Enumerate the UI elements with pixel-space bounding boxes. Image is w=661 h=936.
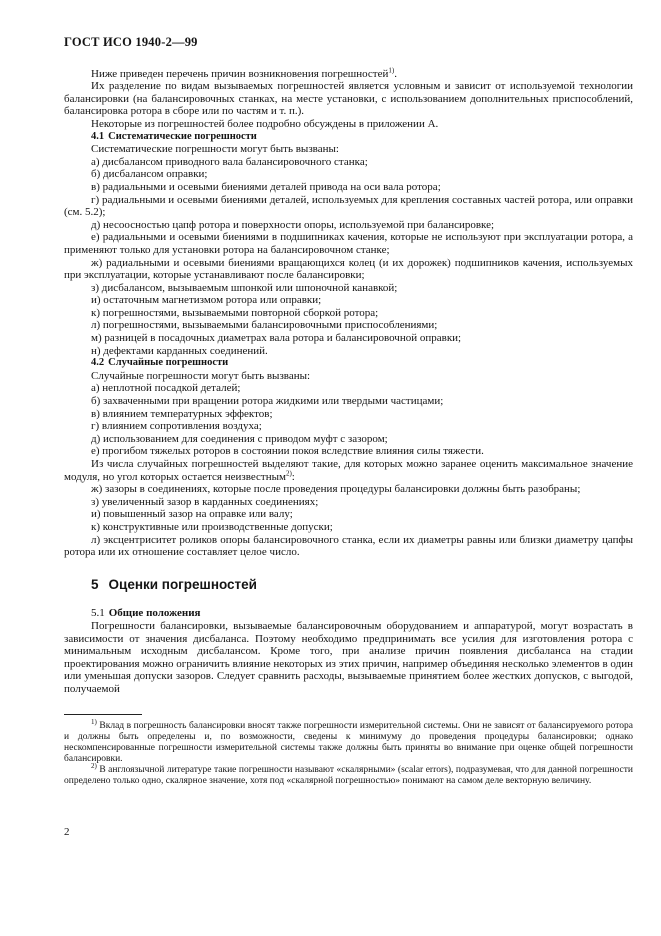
- random-errors-note: Из числа случайных погрешностей выделяют такие, для которых можно заранее оценить максимальное значение модуля, но угол которых остается неизвестным$^{2)}$:: [64, 458, 633, 483]
- document-header: ГОСТ ИСО 1940-2—99: [64, 35, 198, 49]
- subsection-4-2-lead: Случайные погрешности могут быть вызваны:: [91, 369, 311, 382]
- list-item: г) влиянием сопротивления воздуха;: [91, 420, 262, 433]
- list-item: д) несоосностью цапф ротора и поверхности опоры, используемой при балансировке;: [91, 218, 495, 231]
- list-item: к) погрешностями, вызываемыми повторной сборкой ротора;: [91, 306, 379, 319]
- list-item: и) остаточным магнетизмом ротора или оправки;: [91, 294, 322, 307]
- list-item: н) дефектами карданных соединений.: [91, 344, 268, 357]
- list-item: м) разницей в посадочных диаметрах вала ротора и балансировочной оправки;: [91, 332, 462, 345]
- page-number: 2: [64, 826, 70, 838]
- section-5-1-paragraph: Погрешности балансировки, вызываемые балансировочным оборудованием и аппаратурой, могут возрастать в зависимости от значения дисбаланса. Поэтому необходимо предпринимать все усилия для изготовления ротора с минимальным исходным дисбалансом. Кроме того, при анализе причин появления дисбаланса на стадии проектирования можно ограничить влияние некоторых из этих причин, например объединяя несколько элементов в один или уменьшая допуски зазоров. Следует сравнить расходы, вызываемые принятием более жестких допусков, с выгодой, получаемой: [64, 619, 633, 695]
- footnote-ref-1[interactable]: 1): [388, 65, 395, 74]
- subsection-4-1-heading: 4.1 Систематические погрешности: [91, 130, 257, 142]
- list-item: к) конструктивные или производственные допуски;: [91, 520, 333, 533]
- footnote-separator: [64, 714, 142, 715]
- section-5-heading: 5 Оценки погрешностей: [91, 576, 257, 592]
- intro-paragraph-3: Некоторые из погрешностей более подробно обсуждены в приложении А.: [91, 117, 439, 130]
- list-item: г) радиальными и осевыми биениями деталей, используемых для крепления составных частей ротора, или оправки (см. 5.2);: [64, 193, 633, 219]
- list-item: л) эксцентриситет роликов опоры балансировочного станка, если их диаметры равны или близки диаметру цапфы ротора или их отношение составляет целое число.: [64, 533, 633, 559]
- subsection-5-1-heading: 5.1 Общие положения: [91, 607, 201, 620]
- list-item: з) увеличенный зазор в карданных соединениях;: [91, 495, 319, 508]
- list-item: б) дисбалансом оправки;: [91, 168, 208, 181]
- intro-paragraph-1: Ниже приведен перечень причин возникновения погрешностей$^{1)}$.: [91, 65, 397, 80]
- list-item: е) радиальными и осевыми биениями в подшипниках качения, которые не используют при эксплуатации ротора, а применяют только для установки ротора на балансировочном станке;: [64, 231, 633, 256]
- subsection-4-2-heading: 4.2 Случайные погрешности: [91, 357, 229, 369]
- list-item: а) неплотной посадкой деталей;: [91, 382, 241, 395]
- list-item: в) радиальными и осевыми биениями деталей привода на оси вала ротора;: [91, 180, 441, 193]
- footnote-2: $^{2)}$ В англоязычной литературе такие погрешности называют «скалярными» (scalar errors), подразумевая, что для данной погрешности определено только одно, скалярное значение, хотя под «скалярной погрешностью» понимают на самом деле векторную величину.: [64, 761, 633, 786]
- footnote-ref-2[interactable]: 2): [285, 468, 292, 477]
- footnote-1: $^{1)}$ Вклад в погрешность балансировки вносят также погрешности измерительной системы. Они не зависят от балансируемого ротора и должны быть определены и, по возможности, сведены к минимуму до проведения процедуры балансировки; однако нескомпенсированные погрешности измерительной системы также должны быть приняты во внимание при оценке общей погрешности балансировки.: [64, 717, 634, 764]
- subsection-4-1-lead: Систематические погрешности могут быть вызваны:: [91, 143, 339, 156]
- list-item: и) повышенный зазор на оправке или валу;: [91, 508, 293, 521]
- list-item: е) прогибом тяжелых роторов в состоянии покоя вследствие влияния силы тяжести.: [91, 445, 484, 458]
- list-item: д) использованием для соединения с приводом муфт с зазором;: [91, 432, 388, 445]
- list-item: а) дисбалансом приводного вала балансировочного станка;: [91, 155, 368, 168]
- list-item: з) дисбалансом, вызываемым шпонкой или шпоночной канавкой;: [91, 281, 398, 294]
- list-item: л) погрешностями, вызываемыми балансировочными приспособлениями;: [91, 319, 438, 332]
- list-item: в) влиянием температурных эффектов;: [91, 407, 273, 420]
- list-item: б) захваченными при вращении ротора жидкими или твердыми частицами;: [91, 395, 444, 408]
- list-item: ж) радиальными и осевыми биениями вращающихся колец (и их дорожек) подшипников качения, используемых при эксплуатации, которые устанавливают после балансировки;: [64, 256, 633, 282]
- intro-paragraph-2: Их разделение по видам вызываемых погрешностей является условным и зависит от используемой технологии балансировки (на балансировочных станках, на месте установки, с использованием дополнительных приспособлений, балансировка ротора в сборе или по частям и т. п.).: [64, 80, 633, 118]
- list-item: ж) зазоры в соединениях, которые после проведения процедуры балансировки должны быть разобраны;: [91, 483, 581, 496]
